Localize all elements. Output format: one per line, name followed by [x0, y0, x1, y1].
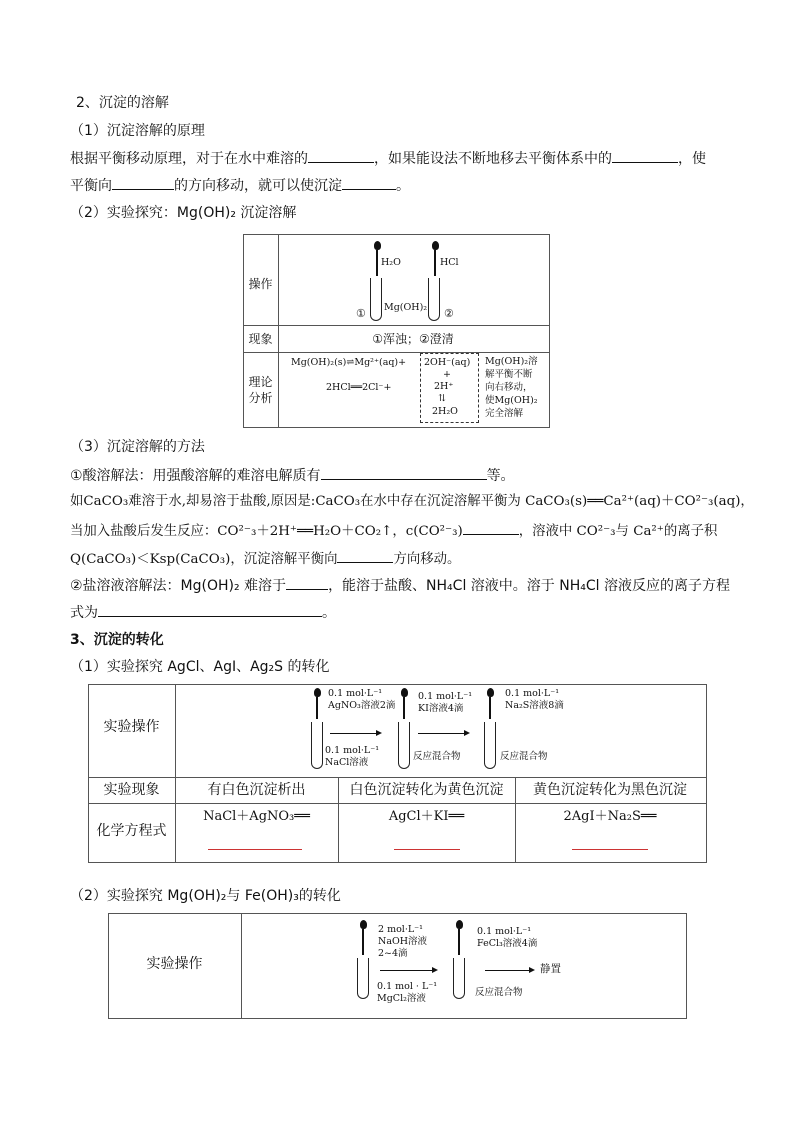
t2-eq-label: 化学方程式 — [96, 823, 167, 839]
blank-2 — [612, 148, 678, 163]
t2-drop3-reagent: Na₂S溶液8滴 — [505, 700, 564, 711]
blank-1 — [308, 148, 374, 163]
blank-5 — [321, 465, 487, 480]
t3-drop2-reagent: FeCl₃溶液4滴 — [477, 938, 538, 949]
phen-label: 现象 — [248, 332, 273, 346]
t2-tube-1 — [311, 722, 323, 769]
equation-2: 2HCl══2Cl⁻+ — [326, 382, 392, 393]
t3-tube2-label: 反应混合物 — [475, 987, 523, 998]
blank-8 — [286, 575, 328, 590]
t3-tube-2 — [453, 958, 465, 999]
caco3-line-1: 如CaCO₃难溶于水,却易溶于盐酸,原因是:CaCO₃在水中存在沉淀溶解平衡为 CaCO₃(s)══Ca²⁺(aq)＋CO²⁻₃(aq)， — [70, 494, 754, 509]
box-line-5: 2H₂O — [432, 406, 458, 417]
t2-drop1-conc: 0.1 mol·L⁻¹ — [328, 688, 383, 699]
principle-line-2: 平衡向 的方向移动，就可以使沉淀 。 — [70, 175, 410, 196]
theory-label-2: 分析 — [248, 391, 273, 405]
t2-eq-3: 2AgI＋Na₂S══ — [563, 809, 657, 824]
tube-1-mark: ① — [356, 307, 366, 320]
note-line-4: 使Mg(OH)₂ — [485, 395, 538, 406]
t3-drop1-reagent: NaOH溶液 — [378, 936, 428, 947]
t2-eq-1: NaCl＋AgNO₃══ — [203, 809, 310, 824]
note-line-5: 完全溶解 — [485, 408, 524, 419]
t3-drop1-conc: 2 mol·L⁻¹ — [378, 924, 423, 935]
note-line-3: 向右移动， — [485, 382, 533, 393]
t2-op-label: 实验操作 — [103, 719, 160, 735]
subsection-1-title: （1）沉淀溶解的原理 — [70, 123, 205, 139]
t3-drop2-conc: 0.1 mol·L⁻¹ — [477, 926, 532, 937]
subsection-2-title: （2）实验探究：Mg(OH)₂ 沉淀溶解 — [70, 205, 297, 221]
equation-1: Mg(OH)₂(s)⇌Mg²⁺(aq)+ — [291, 357, 407, 368]
t3-tube1-solution: MgCl₂溶液 — [377, 993, 426, 1004]
t2-arrow-1 — [330, 733, 380, 734]
t2-drop1-reagent: AgNO₃溶液2滴 — [328, 700, 396, 711]
blank-9 — [98, 602, 322, 617]
t2-tube1-conc: 0.1 mol·L⁻¹ — [325, 745, 380, 756]
note-line-2: 解平衡不断 — [485, 369, 533, 380]
s3-subsection-2-title: （2）实验探究 Mg(OH)₂与 Fe(OH)₃的转化 — [70, 888, 341, 904]
t2-tube3-label: 反应混合物 — [500, 751, 548, 762]
box-line-4: ⇅ — [438, 393, 446, 404]
section-2-heading: 2、沉淀的溶解 — [76, 95, 169, 111]
t3-arrow-2 — [485, 970, 533, 971]
op-label: 操作 — [248, 277, 273, 291]
t2-drop2-reagent: KI溶液4滴 — [418, 703, 464, 714]
t2-answer-line-1 — [208, 849, 302, 850]
subsection-3-title: （3）沉淀溶解的方法 — [70, 439, 205, 455]
box-line-2: + — [443, 369, 451, 380]
t2-phen-2: 白色沉淀转化为黄色沉淀 — [349, 782, 504, 798]
method-2-line: ②盐溶液溶解法：Mg(OH)₂ 难溶于 ，能溶于盐酸、NH₄Cl 溶液中。溶于 NH₄Cl 溶液反应的离子方程 — [70, 575, 730, 596]
t2-tube1-solution: NaCl溶液 — [325, 757, 369, 768]
h2o-label: H₂O — [381, 257, 401, 268]
note-line-1: Mg(OH)₂溶 — [485, 356, 538, 367]
phen-value: ①浑浊；②澄清 — [372, 332, 454, 346]
t2-phen-label: 实验现象 — [103, 782, 160, 798]
t3-drop1-amount: 2~4滴 — [378, 948, 408, 959]
principle-line-1: 根据平衡移动原理，对于在水中难溶的 ，如果能设法不断地移去平衡体系中的 ，使 — [70, 148, 706, 169]
s3-subsection-1-title: （1）实验探究 AgCl、AgI、Ag₂S 的转化 — [70, 659, 330, 675]
tube-2 — [428, 278, 440, 321]
t3-arrow-1 — [380, 970, 436, 971]
caco3-line-2: 当加入盐酸后发生反应：CO²⁻₃＋2H⁺══H₂O＋CO₂↑，c(CO²⁻₃) ，溶液中 CO²⁻₃与 Ca²⁺的离子积 — [70, 520, 717, 542]
t2-drop2-conc: 0.1 mol·L⁻¹ — [418, 691, 473, 702]
t2-tube2-label: 反应混合物 — [413, 751, 461, 762]
t2-arrow-2 — [418, 733, 468, 734]
blank-7 — [337, 548, 393, 563]
t2-eq-2: AgCl＋KI══ — [388, 809, 465, 824]
caco3-line-3: Q(CaCO₃)＜Ksp(CaCO₃)，沉淀溶解平衡向 方向移动。 — [70, 548, 460, 570]
hcl-label: HCl — [440, 257, 459, 268]
t2-answer-line-2 — [394, 849, 460, 850]
mgoh2-label: Mg(OH)₂ — [384, 302, 428, 313]
theory-label-1: 理论 — [248, 375, 273, 389]
t2-phen-3: 黄色沉淀转化为黑色沉淀 — [533, 782, 687, 798]
t3-rest-label: 静置 — [540, 963, 561, 975]
t3-op-label: 实验操作 — [146, 956, 203, 972]
tube-2-mark: ② — [444, 307, 454, 320]
t2-drop3-conc: 0.1 mol·L⁻¹ — [505, 688, 560, 699]
t2-tube-2 — [398, 722, 410, 769]
t3-tube-1 — [357, 958, 369, 999]
blank-3 — [112, 175, 174, 190]
t3-tube1-conc: 0.1 mol · L⁻¹ — [377, 981, 438, 992]
tube-1 — [370, 278, 382, 321]
t2-tube-3 — [484, 722, 496, 769]
blank-6 — [463, 520, 519, 535]
blank-4 — [342, 175, 396, 190]
t2-answer-line-3 — [572, 849, 648, 850]
section-3-heading: 3、沉淀的转化 — [70, 632, 164, 648]
box-line-1: 2OH⁻(aq) — [424, 357, 471, 368]
box-line-3: 2H⁺ — [434, 381, 454, 392]
t2-phen-1: 有白色沉淀析出 — [207, 782, 306, 798]
method-2-equation-line: 式为 。 — [70, 602, 336, 623]
method-1-line: ①酸溶解法：用强酸溶解的难溶电解质有 等。 — [70, 465, 515, 486]
